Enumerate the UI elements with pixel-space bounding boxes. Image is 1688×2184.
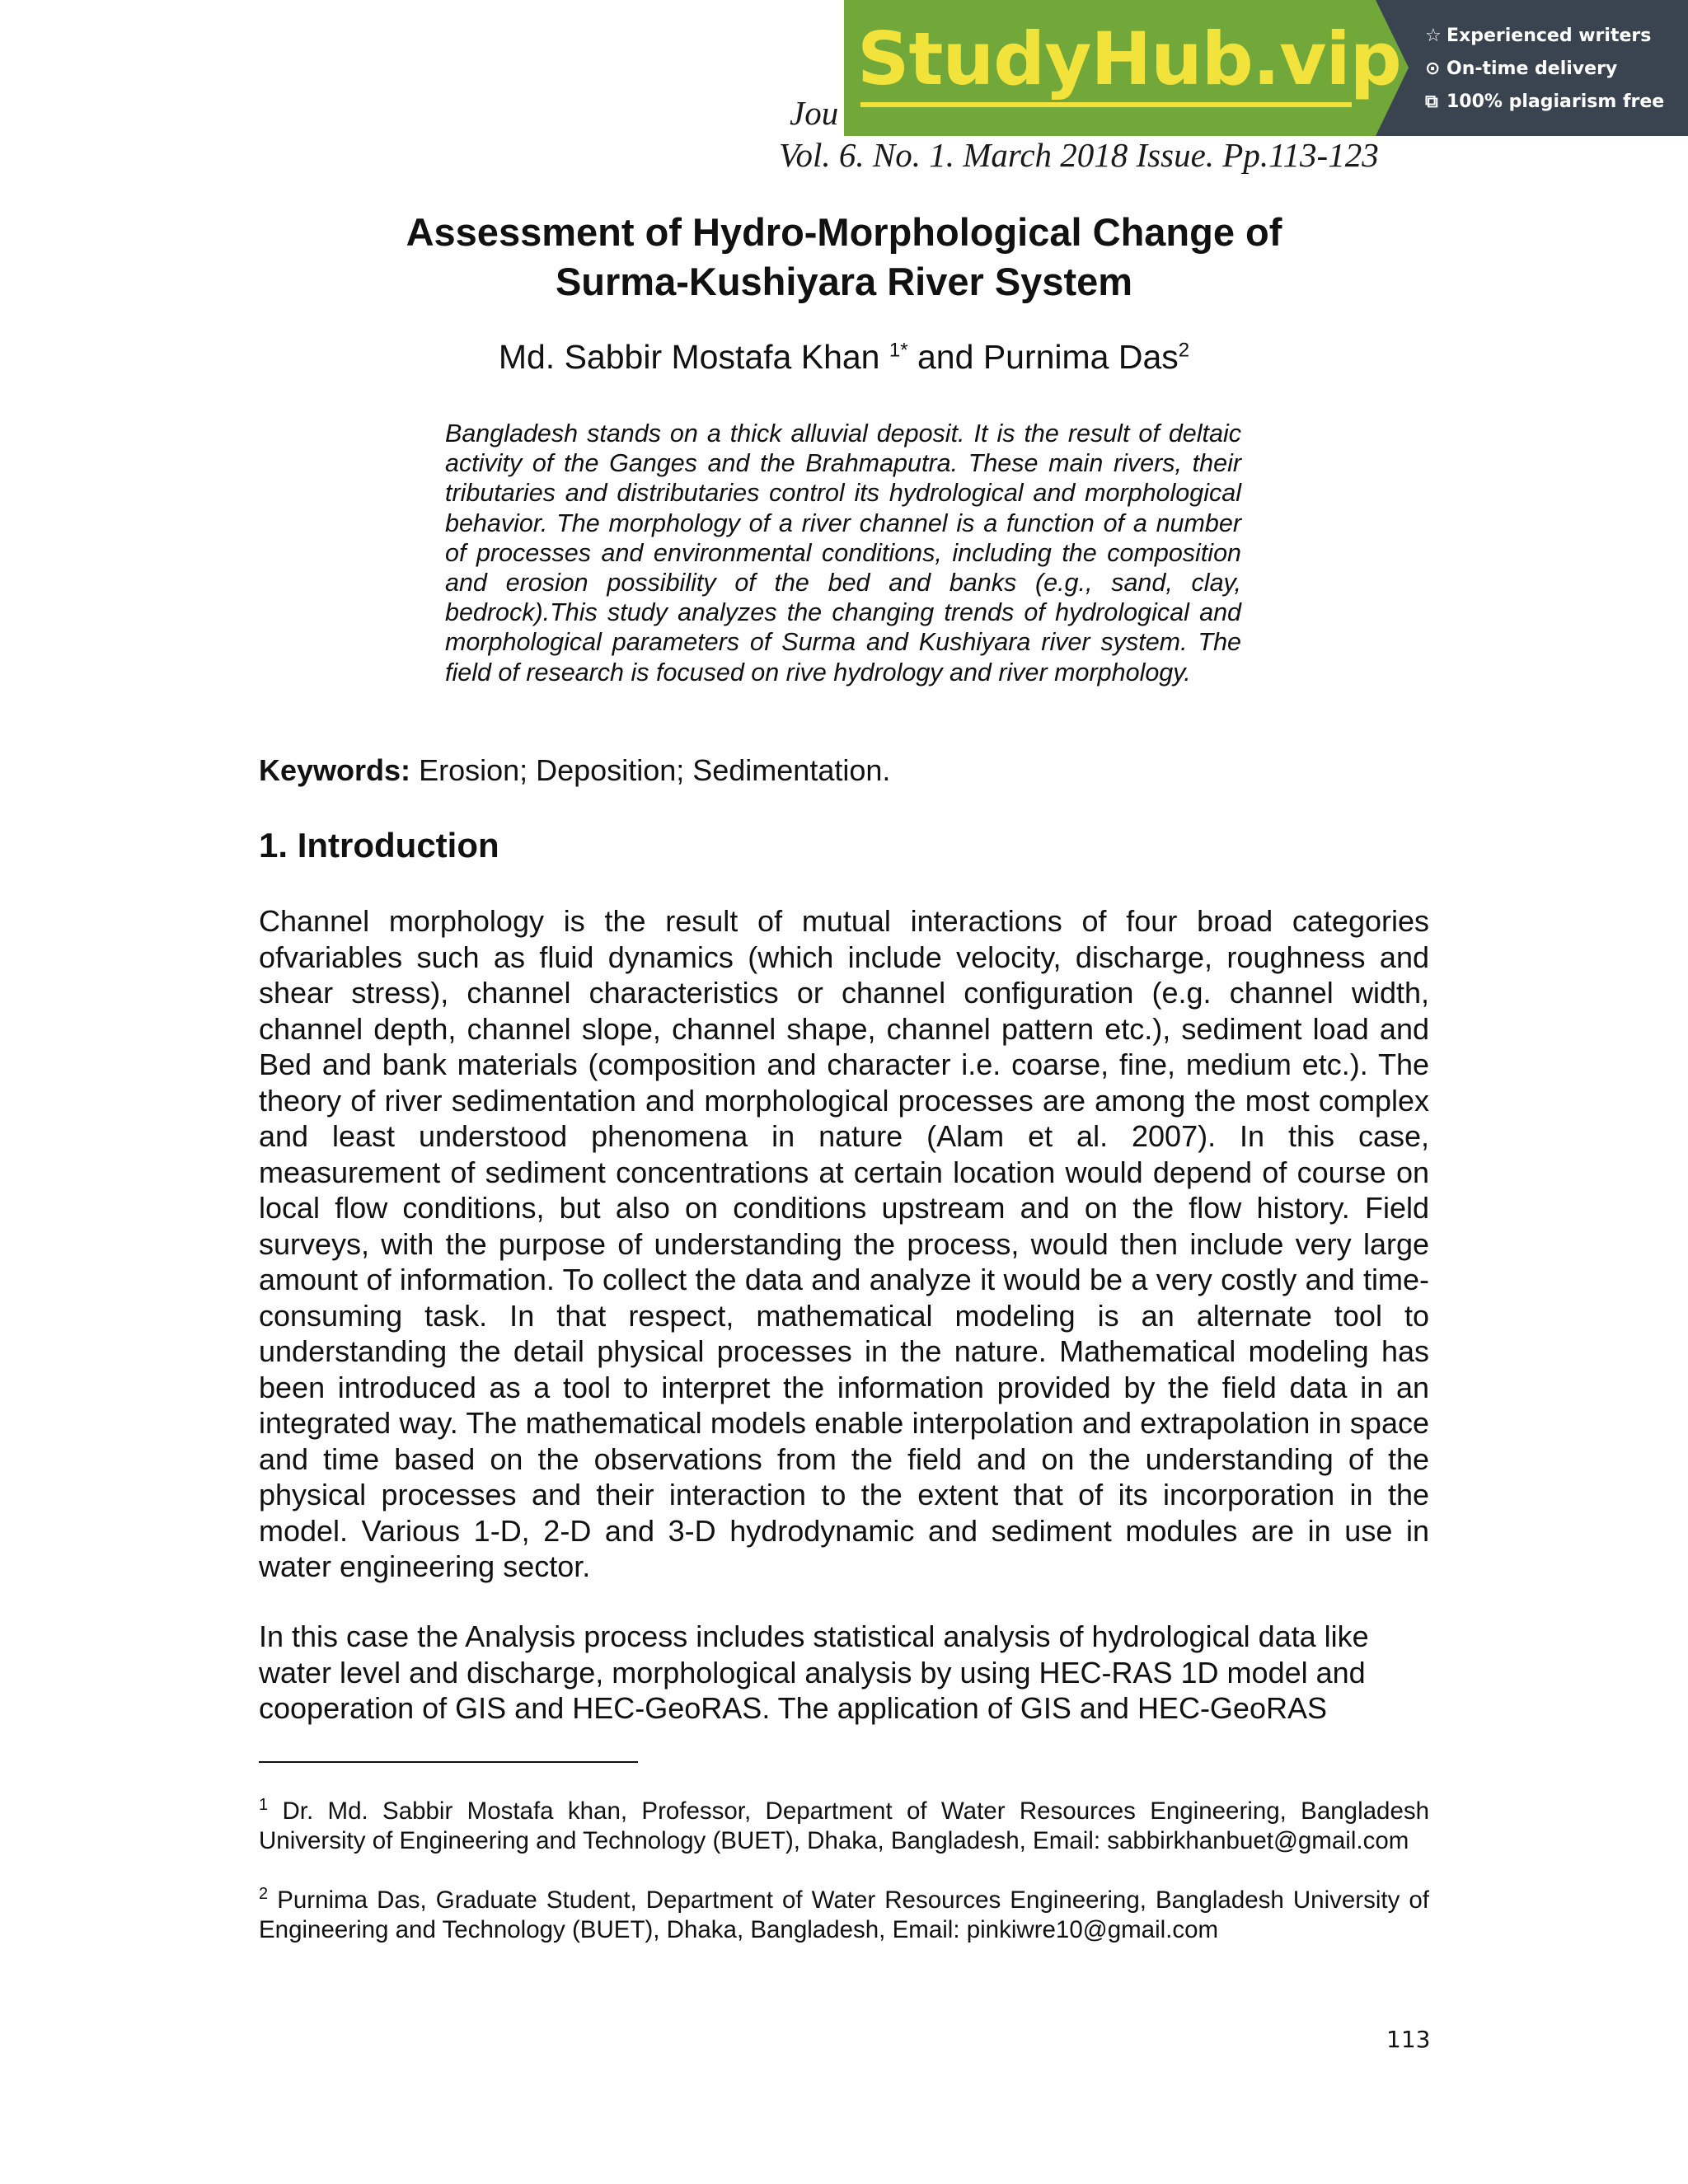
author-1-affiliation-mark: 1* xyxy=(889,339,908,362)
abstract-text: Bangladesh stands on a thick alluvial deposit. It is the result of deltaic activity of the Ganges and the Brahmaputra. These main rivers, their tributaries and distributaries control its hydrological and morphological behavior. The morphology of a river channel is a function of a number of processes and environmental conditions, including the composition and erosion possibility of the bed and banks (e.g., sand, clay, bedrock).This study analyzes the changing trends of hydrological and morphological parameters of Surma and Kushiyara river system. The field of research is focused on rive hydrology and river morphology. xyxy=(445,419,1241,687)
section-heading-introduction: 1. Introduction xyxy=(259,826,499,865)
studyhub-ad-banner[interactable] xyxy=(844,0,1688,136)
banner-feature-label: Experienced writers xyxy=(1447,26,1652,46)
keywords-label: Keywords: xyxy=(259,753,411,787)
banner-logo-panel[interactable] xyxy=(844,0,1401,136)
footnote-divider xyxy=(259,1761,638,1763)
keywords-values: Erosion; Deposition; Sedimentation. xyxy=(419,753,891,787)
keywords-line xyxy=(259,753,890,788)
footnote-2-text: Purnima Das, Graduate Student, Department of Water Resources Engineering, Bangladesh University of Engineering and Technology (BUET), Dhaka, Bangladesh, Email: pinkiwre10@gmail.com xyxy=(259,1886,1430,1943)
footnote-1 xyxy=(259,1790,1429,1856)
author-conjunction: and xyxy=(917,338,974,376)
banner-feature-plagiarism-free xyxy=(1425,86,1688,119)
author-2-affiliation-mark: 2 xyxy=(1178,339,1190,362)
banner-feature-on-time-delivery xyxy=(1425,53,1688,86)
author-2-name: Purnima Das xyxy=(982,338,1179,376)
footnote-2-mark: 2 xyxy=(259,1885,269,1903)
copy-icon: ⧉ xyxy=(1425,91,1438,112)
logo-underline xyxy=(860,102,1352,107)
banner-feature-experienced-writers xyxy=(1425,20,1688,53)
footnote-1-text: Dr. Md. Sabbir Mostafa khan, Professor, Department of Water Resources Engineering, Bangladesh University of Engineering and Technology (BUET), Dhaka, Bangladesh, Email: sabbirkhanbuet@gmail.com xyxy=(259,1797,1430,1854)
paper-title-line-1: Assessment of Hydro-Morphological Change of xyxy=(406,210,1282,254)
star-icon: ☆ xyxy=(1425,26,1442,46)
footnote-1-mark: 1 xyxy=(259,1796,269,1814)
page-number: 113 xyxy=(1386,2026,1431,2053)
journal-name-fragment: Jou xyxy=(790,94,839,132)
banner-features-panel xyxy=(1409,0,1688,136)
studyhub-logo-text: StudyHub.vip xyxy=(857,16,1401,101)
body-paragraph-1: Channel morphology is the result of mutual interactions of four broad categories ofvariables such as fluid dynamics (which include velocity, discharge, roughness and shear stress), channel characteristics or channel configuration (e.g. channel width, channel depth, channel slope, channel shape, channel pattern etc.), sediment load and Bed and bank materials (composition and character i.e. coarse, fine, medium etc.). The theory of river sedimentation and morphological processes are among the most complex and least understood phenomena in nature (Alam et al. 2007). In this case, measurement of sediment concentrations at certain location would depend of course on local flow conditions, but also on conditions upstream and on the flow history. Field surveys, with the purpose of understanding the process, would then include very large amount of information. To collect the data and analyze it would be a very costly and time-consuming task. In that respect, mathematical modeling is an alternate tool to understanding the detail physical processes in the nature. Mathematical modeling has been introduced as a tool to interpret the information provided by the field data in an integrated way. The mathematical models enable interpolation and extrapolation in space and time based on the observations from the field and on the understanding of the physical processes and their interaction to the extent that of its incorporation in the model. Various 1-D, 2-D and 3-D hydrodynamic and sediment modules are in use in water engineering sector. xyxy=(259,904,1429,1583)
paper-title-line-2: Surma-Kushiyara River System xyxy=(555,260,1133,303)
author-line xyxy=(0,338,1688,377)
footnote-2 xyxy=(259,1879,1429,1945)
clock-icon: ⊙ xyxy=(1425,59,1441,79)
paper-title xyxy=(0,208,1688,307)
banner-feature-label: On-time delivery xyxy=(1447,59,1618,79)
journal-volume-line: Vol. 6. No. 1. March 2018 Issue. Pp.113-123 xyxy=(779,136,1379,174)
body-paragraph-2: In this case the Analysis process includes statistical analysis of hydrological data like water level and discharge, morphological analysis by using HEC-RAS 1D model and cooperation of GIS and HEC-GeoRAS. The application of GIS and HEC-GeoRAS xyxy=(259,1619,1369,1725)
banner-feature-label: 100% plagiarism free xyxy=(1447,91,1665,112)
author-1-name: Md. Sabbir Mostafa Khan xyxy=(498,338,880,376)
